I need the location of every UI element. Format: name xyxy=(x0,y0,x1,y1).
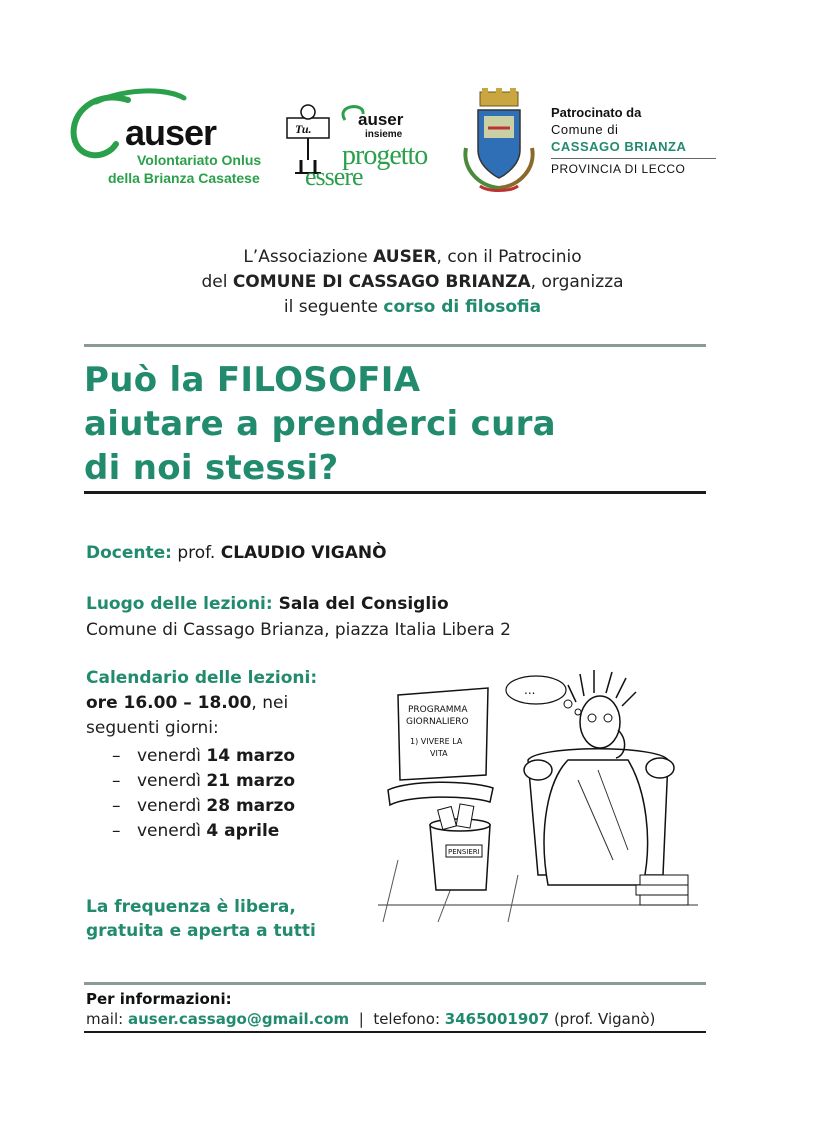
comune-crest xyxy=(458,88,540,196)
info-line xyxy=(86,1010,655,1028)
list-item xyxy=(112,794,295,819)
progetto-insieme-text: insieme xyxy=(365,129,403,140)
progetto-auser-text: auser xyxy=(358,110,404,129)
date-value: 28 marzo xyxy=(206,796,296,816)
intro-comune: COMUNE DI CASSAGO BRIANZA xyxy=(232,272,531,292)
info-separator: | xyxy=(349,1010,374,1028)
date-dash: – xyxy=(112,746,121,766)
info-heading: Per informazioni: xyxy=(86,990,232,1008)
auser-subtitle-2: della Brianza Casatese xyxy=(108,170,260,186)
date-list xyxy=(112,744,295,844)
frequenza-line-2: gratuita e aperta a tutti xyxy=(86,921,316,941)
intro-corso: corso di filosofia xyxy=(383,297,542,317)
page-title xyxy=(84,358,556,490)
luogo-address: Comune di Cassago Brianza, piazza Italia Libera 2 xyxy=(86,620,511,640)
patrocinio-provincia: PROVINCIA DI LECCO xyxy=(551,158,716,176)
tel-suffix: (prof. Viganò) xyxy=(549,1010,656,1028)
docente-label: Docente: xyxy=(86,543,172,563)
mail-link[interactable]: auser.cassago@gmail.com xyxy=(127,1010,350,1028)
title-line-1: Può la FILOSOFIA xyxy=(84,360,421,400)
date-dash: – xyxy=(112,771,121,791)
patrocinio-label: Patrocinato da xyxy=(551,105,642,120)
date-day: venerdì xyxy=(137,796,201,816)
date-day: venerdì xyxy=(137,771,201,791)
luogo-label: Luogo delle lezioni: xyxy=(86,594,273,614)
calendario-ore-suffix: , nei xyxy=(251,693,289,713)
title-line-3: di noi stessi? xyxy=(84,448,339,488)
intro-l3a: il seguente xyxy=(283,297,384,317)
frequenza-note xyxy=(86,895,316,943)
date-dash: – xyxy=(112,821,121,841)
calendario-label: Calendario delle lezioni: xyxy=(86,668,318,688)
date-value: 4 aprile xyxy=(206,821,280,841)
date-value: 21 marzo xyxy=(206,771,296,791)
list-item xyxy=(112,769,295,794)
list-item xyxy=(112,819,295,844)
scroll-line-1: PROGRAMMA xyxy=(408,705,468,715)
auser-wordmark: auser xyxy=(125,112,217,153)
sign-text: Tu. xyxy=(295,122,312,136)
list-item xyxy=(112,744,295,769)
calendario-giorni: seguenti giorni: xyxy=(86,718,219,738)
intro-l2c: , organizza xyxy=(530,272,624,292)
date-day: venerdì xyxy=(137,746,201,766)
intro-text xyxy=(0,245,825,320)
intro-l1c: , con il Patrocinio xyxy=(436,247,582,267)
scroll-line-2: GIORNALIERO xyxy=(406,717,469,727)
intro-auser: AUSER xyxy=(373,247,437,267)
calendario-ore xyxy=(86,693,288,713)
patrocinio-cassago: CASSAGO BRIANZA xyxy=(551,139,687,154)
scroll-line-4: VITA xyxy=(430,749,448,758)
philosopher-cartoon xyxy=(378,660,698,930)
scroll-line-3: 1) VIVERE LA xyxy=(410,737,463,746)
docente-name: CLAUDIO VIGANÒ xyxy=(220,543,387,563)
intro-l2a: del xyxy=(201,272,233,292)
divider-info xyxy=(84,982,706,985)
mail-label: mail: xyxy=(86,1010,128,1028)
progetto-word: progetto xyxy=(342,140,428,171)
title-line-2: aiutare a prenderci cura xyxy=(84,404,556,444)
coat-of-arms-icon xyxy=(458,88,540,196)
divider-bottom xyxy=(84,1031,706,1033)
divider-top xyxy=(84,344,706,347)
auser-subtitle-1: Volontariato Onlus xyxy=(137,152,262,168)
luogo-place: Sala del Consiglio xyxy=(272,594,449,614)
tel-link[interactable]: 3465001907 xyxy=(444,1010,550,1028)
date-dash: – xyxy=(112,796,121,816)
luogo-line xyxy=(86,594,449,614)
calendario-ore-time: ore 16.00 – 18.00 xyxy=(86,693,252,713)
philosopher-illustration-icon xyxy=(378,660,698,930)
divider-title xyxy=(84,491,706,494)
docente-line xyxy=(86,543,387,563)
bin-label: PENSIERI xyxy=(448,848,480,856)
frequenza-line-1: La frequenza è libera, xyxy=(86,897,296,917)
thought-dots: ... xyxy=(524,683,536,697)
date-value: 14 marzo xyxy=(206,746,296,766)
patrocinio-comune: Comune di xyxy=(551,122,619,137)
docente-prefix: prof. xyxy=(171,543,221,563)
essere-word: essere xyxy=(305,162,363,191)
date-day: venerdì xyxy=(137,821,201,841)
patrocinio-block xyxy=(551,105,716,176)
tel-label: telefono: xyxy=(373,1010,445,1028)
intro-l1a: L’Associazione xyxy=(243,247,374,267)
